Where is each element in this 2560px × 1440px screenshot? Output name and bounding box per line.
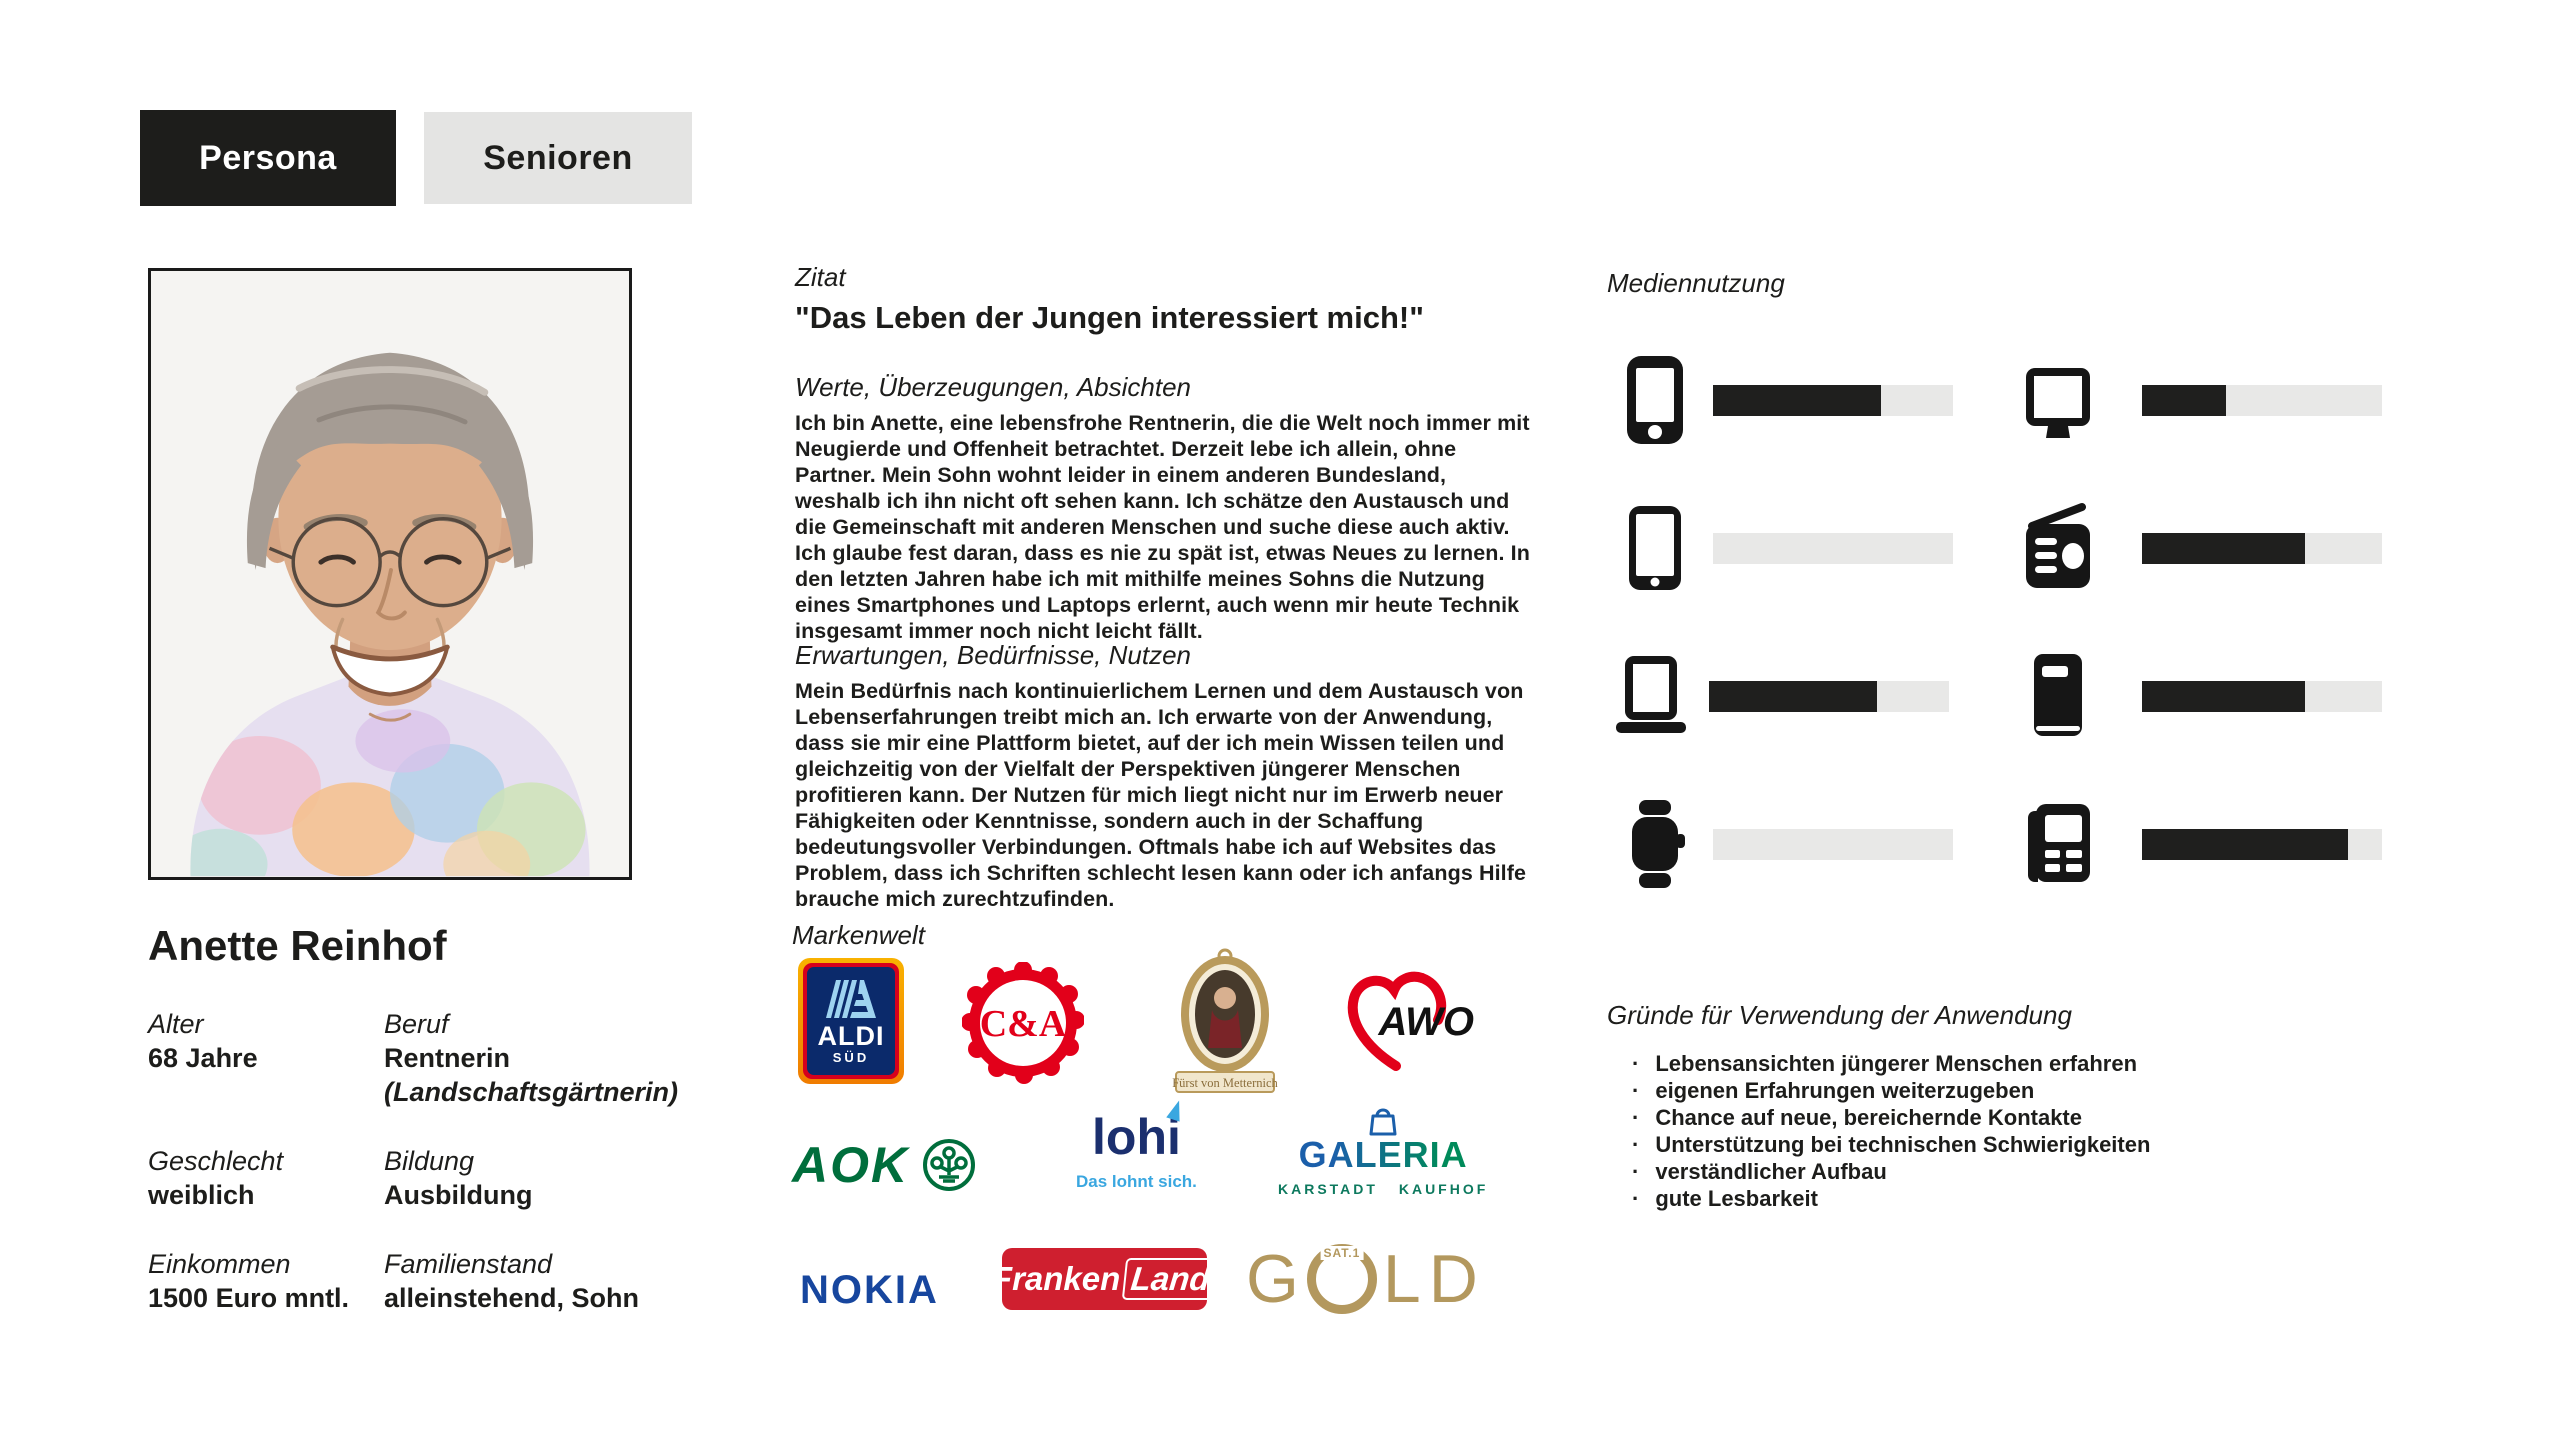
awo-wordmark: AWO [1378,1000,1474,1044]
brand-logo-sat1-gold [1246,1241,1486,1317]
reason-item: · Unterstützung bei technischen Schwierigkeiten [1628,1131,2168,1158]
gold-letter-g: G [1246,1241,1301,1317]
persona-name: Anette Reinhof [148,922,447,969]
reason-item: · Chance auf neue, bereichernde Kontakte [1628,1104,2168,1131]
media-row-smartwatch [1617,796,1957,892]
aok-wordmark: AOK [792,1137,910,1193]
laptop-icon [1613,648,1689,744]
aok-tree-icon [921,1137,977,1193]
reasons-list [1628,1050,2168,1212]
tv-icon [2020,352,2096,448]
quote-label: Zitat [795,262,846,292]
values-text: Ich bin Anette, eine lebensfrohe Rentnerin, die die Welt noch immer mit Neugierde und Offenheit betrachtet. Derzeit lebe ich allein, ohne Partner. Mein Sohn wohnt leider in einem anderen Bundesland, weshalb ich ihn nicht oft sehen kann. Ich schätze den Austausch und die Gemeinschaft mit anderen Menschen und suche diese auch aktiv. Ich glaube fest daran, dass es nie zu spät ist, etwas Neues zu lernen. In den letzten Jahren habe ich mit mithilfe meines Sohns die Nutzung eines Smartphones und Laptops erlernt, auch wenn mir heute Technik insgesamt immer noch nicht leicht fällt. [795,411,1530,643]
reason-item: · Lebensansichten jüngerer Menschen erfahren [1628,1050,2168,1077]
gold-letter-o [1307,1244,1377,1314]
reasons-label: Gründe für Verwendung der Anwendung [1607,1000,2072,1030]
usage-bar-fill [1713,385,1881,416]
field-label: Beruf [384,1009,449,1039]
field-value: Ausbildung [384,1180,533,1210]
book-icon [2020,648,2096,744]
gold-letters-ld: LD [1382,1241,1486,1317]
usage-bar [1713,385,1953,416]
field-geschlecht [148,1145,384,1212]
frankenland-wordmark-1: Franken [991,1260,1121,1297]
ca-wordmark: C&A [979,1003,1067,1045]
field-beruf [384,1008,684,1109]
usage-bar [2142,385,2382,416]
brand-logo-lohi [1076,1109,1197,1192]
brand-logo-ca [962,962,1084,1084]
lohi-leaf-icon [1166,1098,1185,1121]
brand-logo-aok [792,1136,977,1194]
brand-logo-frankenland [991,1248,1213,1310]
profile-details [148,1008,684,1315]
brand-logo-nokia [800,1268,939,1313]
usage-bar [1709,681,1949,712]
brand-logo-aldi [798,958,904,1084]
galeria-bag-icon [1366,1104,1400,1138]
reason-item: · verständlicher Aufbau [1628,1158,2168,1185]
usage-bar-fill [2142,385,2226,416]
values-label: Werte, Überzeugungen, Absichten [795,372,1192,402]
media-row-smartphone [1617,352,1957,448]
reason-item: · gute Lesbarkeit [1628,1185,2168,1212]
media-usage-label: Mediennutzung [1607,268,1785,298]
brand-logo-galeria [1278,1104,1488,1197]
media-row-tv [2020,352,2360,448]
metternich-caption: Fürst von Metternich [1172,1076,1278,1090]
usage-bar [2142,829,2382,860]
smartphone-icon [1617,352,1693,448]
portrait-illustration [151,271,629,877]
usage-bar-fill [2142,681,2305,712]
aldi-wordmark: ALDI [817,1021,885,1051]
usage-bar [1713,533,1953,564]
metternich-portrait-icon [1168,946,1283,1096]
tab-senioren[interactable]: Senioren [424,112,692,204]
usage-bar [1713,829,1953,860]
field-value: 1500 Euro mntl. [148,1283,350,1313]
radio-icon [2020,500,2096,596]
field-value: weiblich [148,1180,255,1210]
smartwatch-icon [1617,796,1693,892]
galeria-sub-wordmark: KARSTADT KAUFHOF [1278,1181,1489,1197]
usage-bar [2142,681,2382,712]
field-value: Rentnerin [384,1043,511,1073]
brands-label: Markenwelt [792,920,925,950]
lohi-tagline: Das lohnt sich. [1076,1172,1197,1191]
field-bildung [384,1145,684,1212]
field-einkommen [148,1248,384,1315]
media-row-radio [2020,500,2360,596]
nokia-wordmark: NOKIA [800,1268,939,1312]
field-value: alleinstehend, Sohn [384,1283,640,1313]
usage-bar [2142,533,2382,564]
field-label: Bildung [384,1146,475,1176]
field-label: Familienstand [384,1249,553,1279]
sat1-badge: SAT.1 [1321,1246,1364,1260]
newspaper-icon [2020,796,2096,892]
usage-bar-fill [1709,681,1877,712]
lohi-wordmark: lohi [1092,1112,1181,1162]
usage-bar-fill [2142,829,2348,860]
aldi-sub-wordmark: SÜD [832,1050,870,1065]
tab-persona[interactable]: Persona [140,110,396,206]
field-value: 68 Jahre [148,1043,258,1073]
needs-text: Mein Bedürfnis nach kontinuierlichem Lernen und dem Austausch von Lebenserfahrungen treibt mich an. Ich erwarte von der Anwendung, dass sie mir eine Plattform bietet, auf der ich mein Wissen teilen und gleichzeitig von der Vielfalt der Perspektiven jüngerer Menschen profitieren kann. Der Nutzen für mich liegt nicht nur im Erwerb neuer Fähigkeiten oder Kenntnisse, sondern auch in der Schaffung bedeutungsvoller Verbindungen. Oftmals habe ich auf Websites das Problem, dass ich Schriften schlecht lesen kann oder ich anfangs Hilfe brauche mich zurechtzufinden. [795,679,1527,911]
reason-item: · eigenen Erfahrungen weiterzugeben [1628,1077,2168,1104]
frankenland-wordmark-2: Land [1122,1258,1219,1300]
field-value-2: (Landschaftsgärtnerin) [384,1077,679,1107]
brand-logo-metternich [1168,946,1283,1096]
field-label: Alter [148,1009,204,1039]
media-row-laptop [1613,648,1953,744]
field-familienstand [384,1248,684,1315]
field-alter [148,1008,384,1109]
persona-photo [148,268,632,880]
media-row-book [2020,648,2360,744]
needs-label: Erwartungen, Bedürfnisse, Nutzen [795,640,1191,670]
field-label: Geschlecht [148,1146,284,1176]
quote-text: "Das Leben der Jungen interessiert mich!" [795,300,1424,335]
media-row-tablet [1617,500,1957,596]
media-row-newspaper [2020,796,2360,892]
ca-rosette-icon [962,962,1084,1084]
usage-bar-fill [2142,533,2305,564]
galeria-wordmark: GALERIA [1298,1134,1468,1175]
tablet-icon [1617,500,1693,596]
field-label: Einkommen [148,1249,291,1279]
aldi-emblem-icon [820,976,882,1022]
brand-logo-awo [1338,962,1474,1080]
